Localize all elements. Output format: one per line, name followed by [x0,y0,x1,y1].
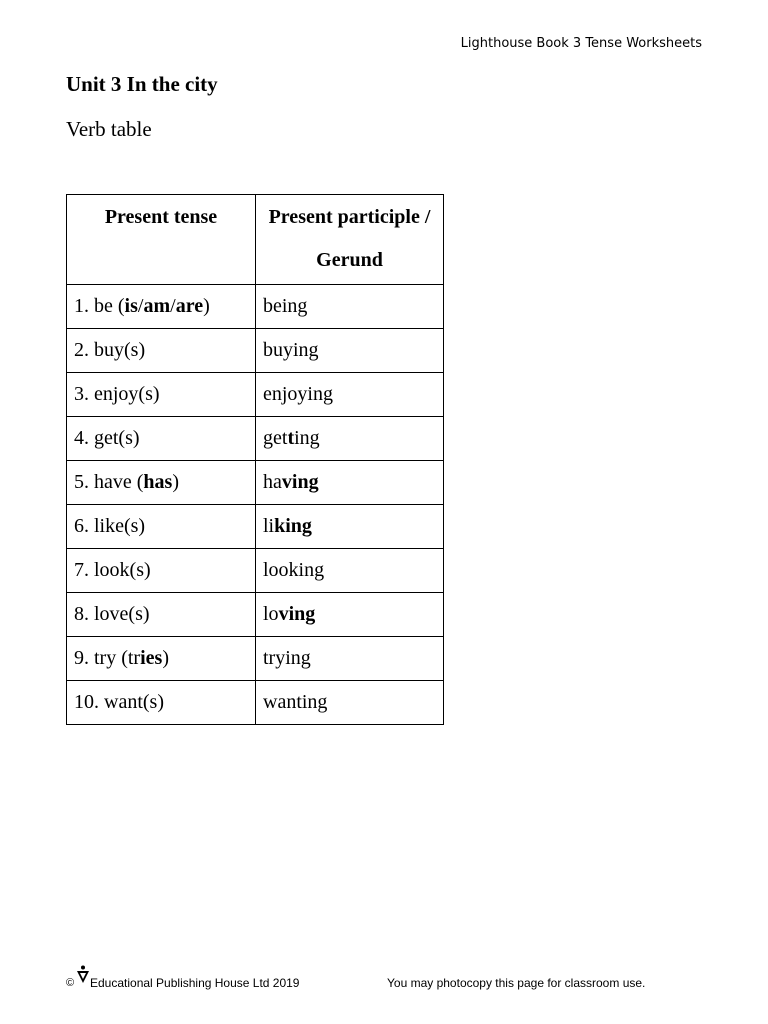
participle-cell [256,461,444,505]
text-segment: trying [263,647,311,669]
text-segment: 10. want(s) [74,691,164,713]
verb-table-body [67,285,444,725]
participle-cell [256,593,444,637]
present-tense-cell [67,285,256,329]
bold-segment: are [175,295,204,317]
participle-cell [256,549,444,593]
present-tense-cell [67,505,256,549]
text-segment: 2. buy(s) [74,339,146,361]
present-tense-cell [67,373,256,417]
text-segment: ha [263,471,282,493]
column-header-participle-line2: Gerund [316,249,383,271]
participle-cell [256,417,444,461]
text-segment: 6. like(s) [74,515,146,537]
text-segment: 9. try (tr [74,647,141,669]
text-segment: / [170,295,176,317]
bold-segment: t [287,427,295,449]
text-segment: ) [203,295,210,317]
text-segment: looking [263,559,325,581]
column-header-present-tense: Present tense [67,195,256,285]
table-row [67,637,444,681]
text-segment: li [263,515,275,537]
text-segment: 3. enjoy(s) [74,383,160,405]
subtitle: Verb table [66,117,152,141]
bold-segment: is [124,295,138,317]
page-footer [66,966,706,990]
bold-segment: ving [281,471,319,493]
publisher-logo-icon [76,965,90,985]
table-row [67,329,444,373]
text-segment: lo [263,603,279,625]
text-segment: 7. look(s) [74,559,151,581]
participle-cell [256,637,444,681]
copyright-symbol: © [66,977,75,989]
bold-segment: has [143,471,173,493]
text-segment: buying [263,339,319,361]
table-row [67,373,444,417]
text-segment: ) [172,471,179,493]
column-header-participle [256,195,444,285]
present-tense-cell [67,637,256,681]
participle-cell [256,681,444,725]
table-row [67,505,444,549]
table-row [67,593,444,637]
table-row [67,549,444,593]
text-segment: / [137,295,144,317]
present-tense-cell [67,593,256,637]
text-segment: get [263,427,288,449]
text-segment: wanting [263,691,328,713]
bold-segment: ving [278,603,316,625]
participle-cell [256,285,444,329]
table-row [67,417,444,461]
publisher-text: Educational Publishing House Ltd 2019 [90,976,300,990]
unit-title: Unit 3 In the city [66,72,218,96]
present-tense-cell [67,461,256,505]
book-title-header: Lighthouse Book 3 Tense Worksheets [460,36,702,51]
participle-cell [256,373,444,417]
bold-segment: ies [140,647,163,669]
text-segment: ing [294,427,320,449]
text-segment: being [263,295,308,317]
present-tense-cell [67,681,256,725]
present-tense-cell [67,417,256,461]
present-tense-cell [67,549,256,593]
table-header-row [67,195,444,285]
photocopy-note: You may photocopy this page for classroom use. [387,976,646,990]
present-tense-cell [67,329,256,373]
participle-cell [256,505,444,549]
text-segment: 5. have ( [74,471,144,493]
table-row [67,285,444,329]
text-segment: 8. love(s) [74,603,150,625]
text-segment: enjoying [263,383,333,405]
bold-segment: king [274,515,312,537]
column-header-participle-line1: Present participle / [268,206,431,228]
table-row [67,681,444,725]
text-segment: 1. be ( [74,295,125,317]
text-segment: 4. get(s) [74,427,140,449]
table-row [67,461,444,505]
verb-table [66,194,444,725]
bold-segment: am [143,295,171,317]
text-segment: ) [162,647,169,669]
participle-cell [256,329,444,373]
